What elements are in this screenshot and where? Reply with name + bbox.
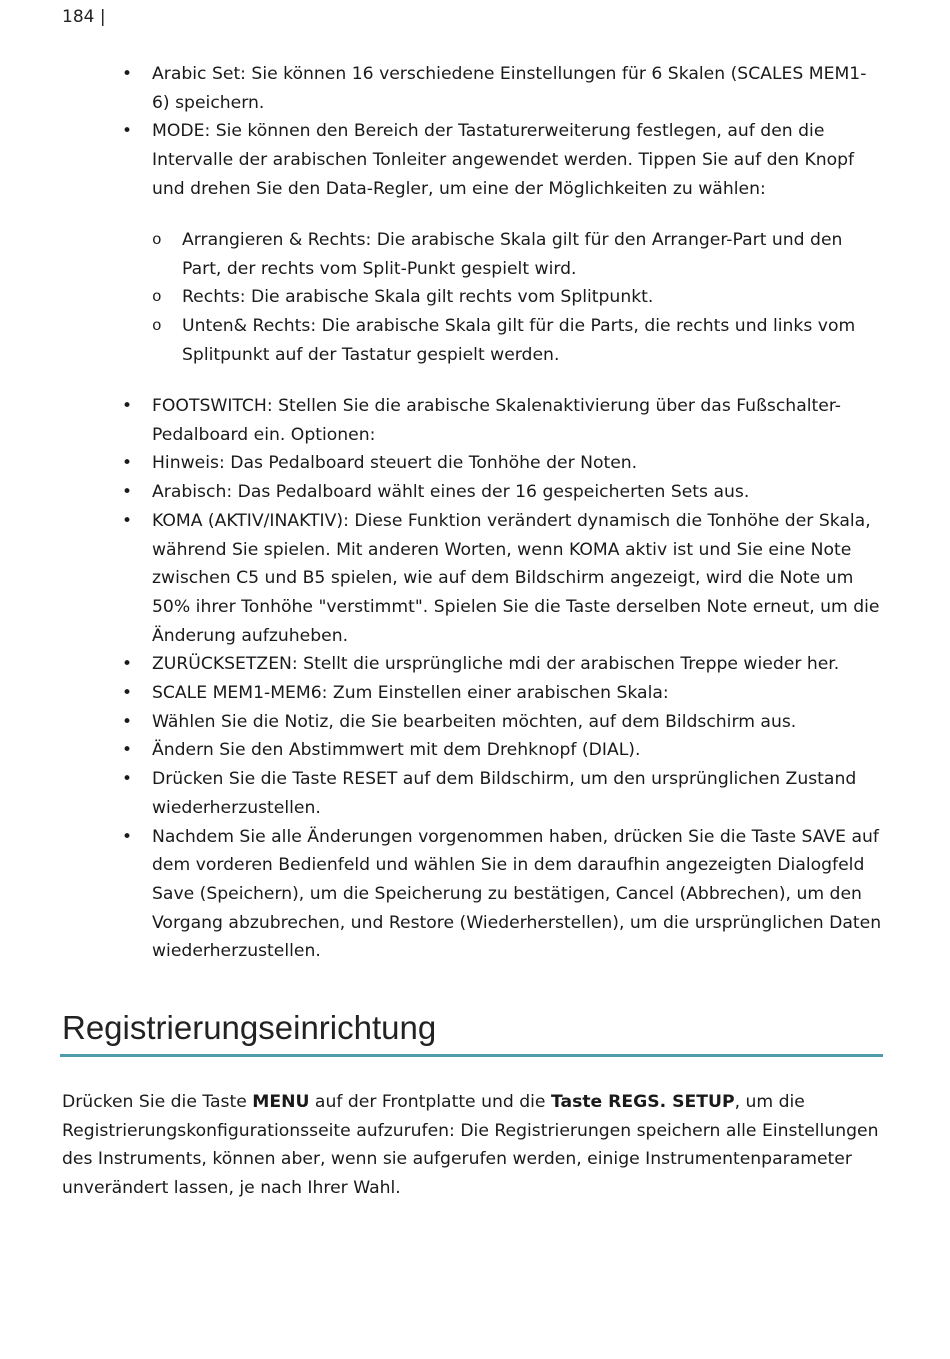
list-item: • Arabisch: Das Pedalboard wählt eines der 16 gespeicherten Sets aus. (0, 478, 950, 507)
list-item: o Arrangieren & Rechts: Die arabische Skala gilt für den Arranger-Part und den Part, der rechts vom Split-Punkt gespielt wird. (0, 226, 950, 283)
bullet-list-arabic-set (0, 60, 950, 204)
section-divider (60, 1054, 883, 1057)
list-item: • FOOTSWITCH: Stellen Sie die arabische Skalenaktivierung über das Fußschalter-Pedalboard ein. Optionen: (0, 392, 950, 449)
paragraph-text: auf der Frontplatte und die (309, 1092, 551, 1112)
bullet-list-footswitch (0, 392, 950, 966)
list-item: • MODE: Sie können den Bereich der Tastaturerweiterung festlegen, auf den die Intervalle der arabischen Tonleiter angewendet werden. Tippen Sie auf den Knopf und drehen Sie den Data-Regler, um eine der Möglichkeiten zu wählen: (0, 117, 950, 203)
list-item: • Arabic Set: Sie können 16 verschiedene Einstellungen für 6 Skalen (SCALES MEM1-6) speichern. (0, 60, 950, 117)
list-item: • KOMA (AKTIV/INAKTIV): Diese Funktion verändert dynamisch die Tonhöhe der Skala, während Sie spielen. Mit anderen Worten, wenn KOMA aktiv ist und Sie eine Note zwischen C5 und B5 spielen, wie auf dem Bildschirm angezeigt, wird die Note um 50% ihrer Tonhöhe "verstimmt". Spielen Sie die Taste derselben Note erneut, um die Änderung aufzuheben. (0, 507, 950, 651)
section-paragraph (62, 1088, 892, 1203)
list-item: • Nachdem Sie alle Änderungen vorgenommen haben, drücken Sie die Taste SAVE auf dem vorderen Bedienfeld und wählen Sie in dem daraufhin angezeigten Dialogfeld Save (Speichern), um die Speicherung zu bestätigen, Cancel (Abbrechen), um den Vorgang abzubrechen, und Restore (Wiederherstellen), um die ursprünglichen Daten wiederherzustellen. (0, 823, 950, 967)
paragraph-text: Drücken Sie die Taste (62, 1092, 253, 1112)
list-item: • Ändern Sie den Abstimmwert mit dem Drehknopf (DIAL). (0, 736, 950, 765)
menu-key-label: MENU (252, 1092, 310, 1112)
list-item: • Wählen Sie die Notiz, die Sie bearbeiten möchten, auf dem Bildschirm aus. (0, 708, 950, 737)
list-item: • Drücken Sie die Taste RESET auf dem Bildschirm, um den ursprünglichen Zustand wiederherzustellen. (0, 765, 950, 822)
regs-setup-key-label: Taste REGS. SETUP (550, 1092, 735, 1112)
list-item: • ZURÜCKSETZEN: Stellt die ursprüngliche mdi der arabischen Treppe wieder her. (0, 650, 950, 679)
mode-options-list (0, 226, 950, 370)
page-number: 184 | (62, 7, 106, 27)
list-item: • SCALE MEM1-MEM6: Zum Einstellen einer arabischen Skala: (0, 679, 950, 708)
list-item: o Rechts: Die arabische Skala gilt rechts vom Splitpunkt. (0, 283, 950, 312)
list-item: • Hinweis: Das Pedalboard steuert die Tonhöhe der Noten. (0, 449, 950, 478)
section-heading: Registrierungseinrichtung (62, 1009, 437, 1046)
paragraph-text: , um die Registrierungskonfigurationsseite aufzurufen: Die Registrierungen speichern alle Einstellungen des Instruments, können aber, wenn sie aufgerufen werden, einige Instrumentenparameter unverändert lassen, je nach Ihrer Wahl. (62, 1092, 879, 1199)
list-item: o Unten& Rechts: Die arabische Skala gilt für die Parts, die rechts und links vom Splitpunkt auf der Tastatur gespielt werden. (0, 312, 950, 369)
